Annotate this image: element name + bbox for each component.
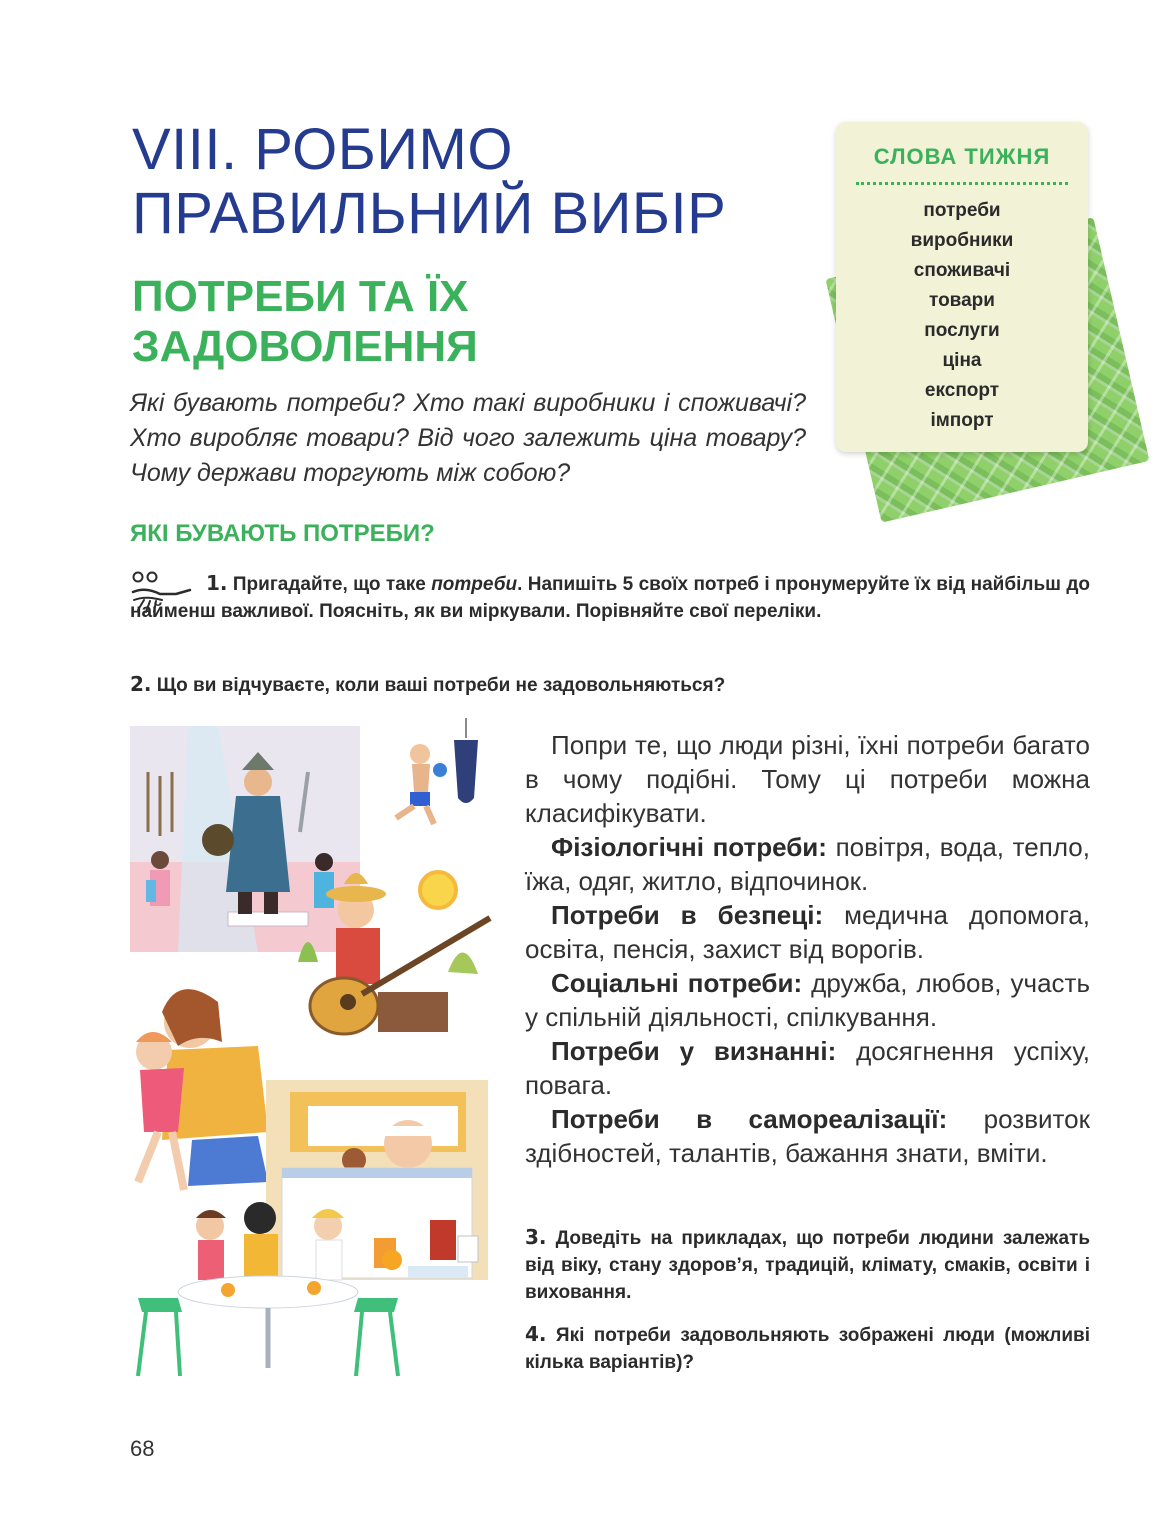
task-1	[130, 570, 1090, 625]
word-item: товари	[929, 290, 995, 311]
mother-daughter-scene	[136, 989, 268, 1190]
section-heading: ЯКІ БУВАЮТЬ ПОТРЕБИ?	[130, 520, 435, 547]
need-self-actualization	[525, 1102, 1090, 1170]
need-esteem	[525, 1034, 1090, 1102]
need-text: розвиток здібностей, талантів, бажання знати, вміти.	[525, 1104, 1091, 1168]
task-text: Які потреби задовольняють зображені люди (можливі кілька варіантів)?	[525, 1325, 1091, 1373]
need-text: досягнення успіху, повага.	[525, 1036, 1090, 1100]
need-social	[525, 966, 1090, 1034]
need-text: повітря, вода, тепло, їжа, одяг, житло, відпочинок.	[525, 832, 1090, 896]
word-item: виробники	[910, 230, 1014, 251]
words-of-week-card	[836, 122, 1088, 452]
topic-title: ПОТРЕБИ ТА ЇХ ЗАДОВОЛЕННЯ	[132, 272, 478, 371]
intro-questions: Які бувають потреби? Хто такі виробники і споживачі? Хто виробляє товари? Від чого залежить ціна товару? Чому держави торгують між собою?	[130, 389, 806, 487]
task-text: Доведіть на прикладах, що потреби людини залежать від віку, стану здоров’я, традицій, клімату, смаків, освіти і виховання.	[525, 1228, 1090, 1303]
need-text: дружба, любов, участь у спільній діяльності, спілкування.	[525, 968, 1090, 1032]
task-number: 2.	[130, 672, 152, 696]
task-number: 4.	[525, 1322, 547, 1346]
task-text: . Напишіть 5 своїх потреб і пронумеруйте їх від найбільш до найменш важливої. Поясніть, як ви міркували. Порівняйте свої переліки.	[130, 574, 1090, 622]
word-item: ціна	[942, 350, 982, 371]
task-text: Що ви відчуваєте, коли ваші потреби не задовольняються?	[156, 675, 726, 696]
word-item: експорт	[924, 380, 1000, 401]
body-intro: Попри те, що люди різні, їхні потреби багато в чому подібні. Тому ці потреби можна класифікувати.	[525, 730, 1090, 828]
need-label: Потреби в самореалізації:	[551, 1104, 948, 1134]
task-3	[525, 1224, 1090, 1306]
boxing-boy-scene	[396, 718, 478, 824]
word-item: споживачі	[913, 260, 1011, 281]
task-text: Пригадайте, що таке	[232, 574, 432, 595]
need-text: медична допомога, освіта, пенсія, захист від ворогів.	[525, 900, 1090, 964]
task-number: 1.	[206, 571, 228, 595]
word-item: послуги	[924, 320, 1000, 341]
need-physiological	[525, 830, 1090, 898]
word-item: імпорт	[930, 410, 994, 431]
need-label: Фізіологічні потреби:	[551, 832, 827, 862]
task-emphasis: потреби	[431, 574, 518, 595]
need-label: Потреби у визнанні:	[551, 1036, 837, 1066]
need-safety	[525, 898, 1090, 966]
task-number: 3.	[525, 1225, 547, 1249]
dotted-divider	[856, 182, 1068, 185]
task-4	[525, 1321, 1090, 1376]
need-label: Потреби в безпеці:	[551, 900, 824, 930]
words-list	[836, 196, 1088, 436]
museum-scene	[130, 726, 360, 952]
word-item: потреби	[923, 200, 1001, 221]
task-2	[130, 671, 1090, 699]
need-label: Соціальні потреби:	[551, 968, 803, 998]
page-number: 68	[130, 1436, 155, 1461]
chapter-title: VIII. РОБИМО ПРАВИЛЬНИЙ ВИБІР	[132, 117, 727, 246]
words-card-title: СЛОВА ТИЖНЯ	[873, 144, 1051, 169]
sun-icon	[420, 872, 456, 908]
needs-illustration	[118, 712, 510, 1402]
needs-classification-text	[525, 728, 1090, 1170]
